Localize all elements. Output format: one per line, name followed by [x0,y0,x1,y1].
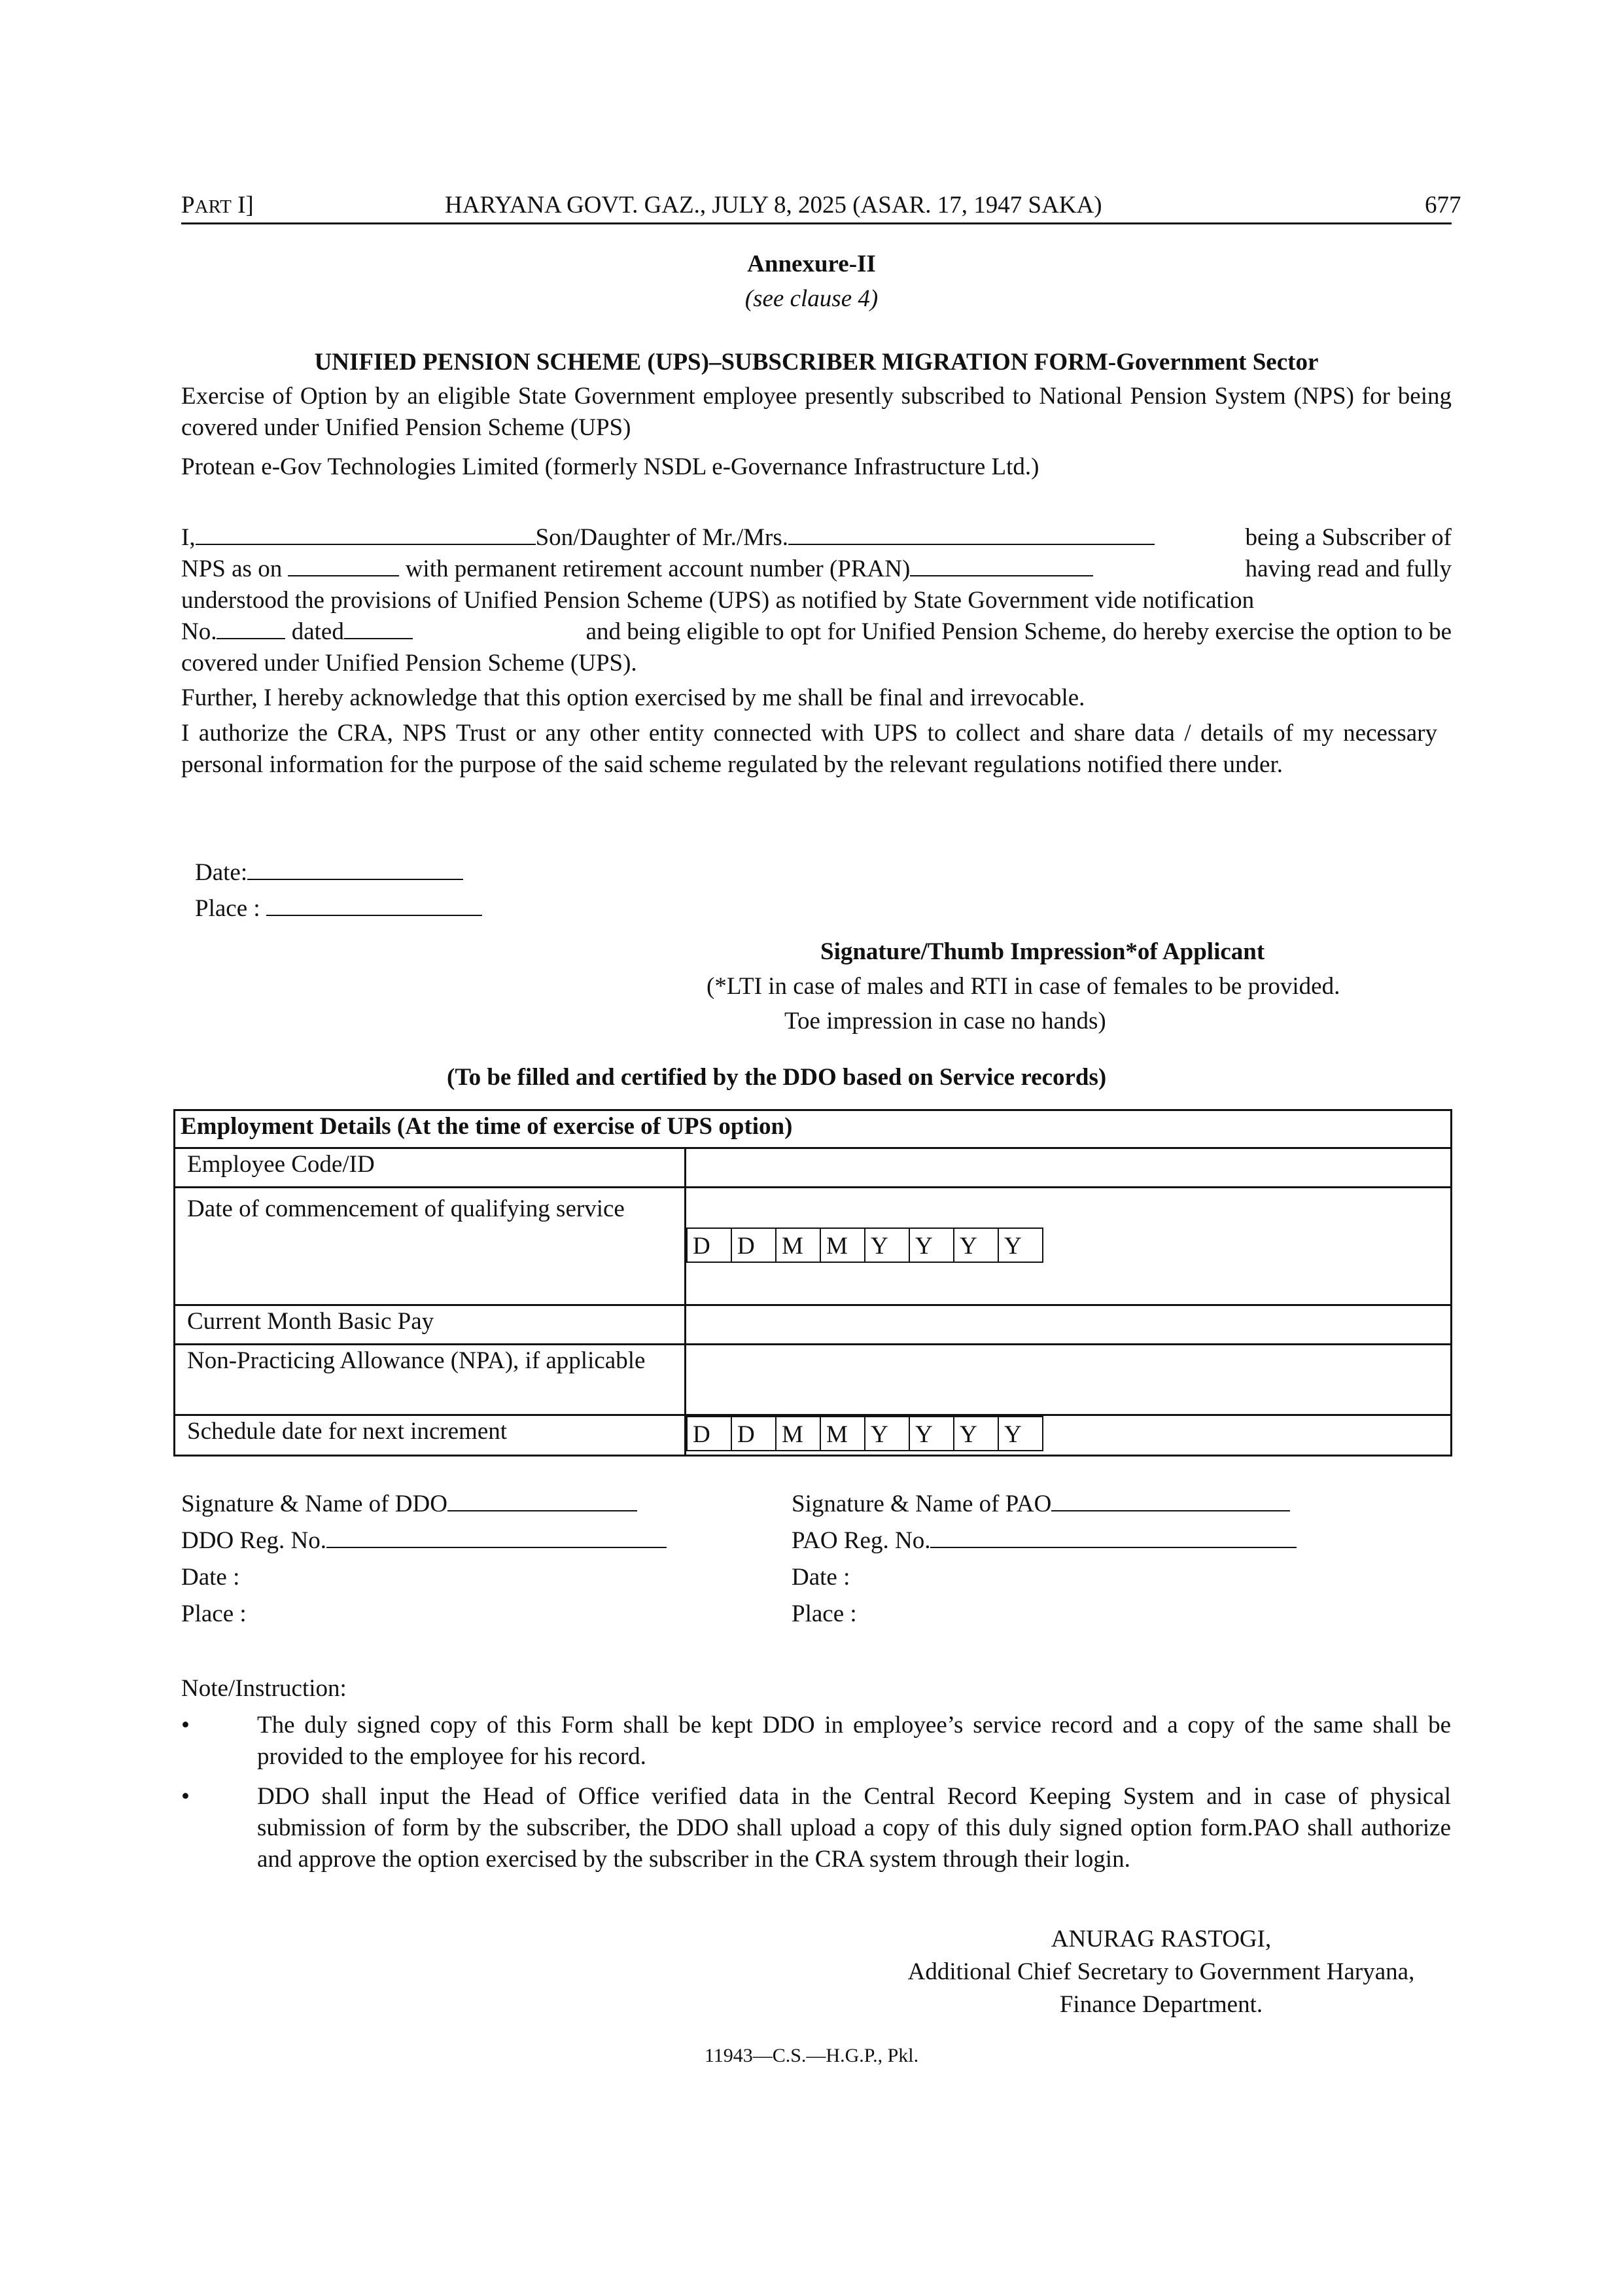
decl-having-read: having read and fully [1245,556,1452,582]
applicant-date [195,857,463,889]
notification-date-blank[interactable] [344,618,413,639]
form-title: UNIFIED PENSION SCHEME (UPS)–SUBSCRIBER MIGRATION FORM-Government Sector [314,349,1319,376]
pao-reg-label: PAO Reg. No. [792,1527,931,1554]
commencement-label: Date of commencement of qualifying service [175,1188,686,1305]
date-box[interactable]: Y [864,1416,910,1451]
date-box[interactable]: Y [998,1227,1043,1263]
date-box[interactable]: M [775,1416,821,1451]
note-item-1: The duly signed copy of this Form shall be kept DDO in employee’s service record and a copy of the same shall be provided to the employee for his record. [257,1712,1451,1770]
table-row [175,1188,1452,1305]
decl-no: No. [181,618,217,645]
commencement-field[interactable] [686,1188,1452,1305]
signatory-department: Finance Department. [1059,1991,1263,2018]
pao-place: Place : [792,1600,857,1627]
basic-pay-label: Current Month Basic Pay [175,1305,686,1345]
ddo-heading: (To be filled and certified by the DDO based on Service records) [447,1064,1107,1091]
applicant-signature-title: Signature/Thumb Impression*of Applicant [820,938,1265,965]
pao-reg [792,1525,1297,1557]
ddo-reg-blank[interactable] [326,1527,667,1548]
increment-field[interactable] [686,1415,1452,1456]
table-row [175,1305,1452,1345]
date-box[interactable]: Y [909,1416,954,1451]
part-label-initial: P [181,192,195,219]
date-box[interactable]: D [686,1227,732,1263]
nps-date-blank[interactable] [288,556,399,576]
employment-details-table [173,1109,1452,1457]
decl-subscriber: being a Subscriber of [1245,524,1452,551]
declaration-line-3: understood the provisions of Unified Pension Scheme (UPS) as notified by State Government vide notification [181,587,1255,614]
note-bullet: • [181,1712,190,1739]
date-box[interactable]: D [731,1416,777,1451]
note-bullet: • [181,1783,190,1810]
pao-signature-label: Signature & Name of PAO [792,1491,1052,1517]
part-label-tail: I] [231,192,254,219]
header-rule [181,222,1452,224]
declaration-authorize: I authorize the CRA, NPS Trust or any other entity connected with UPS to collect and share data / details of my necessary personal information for the purpose of the said scheme regulated by the relevant regulations notified there under. [181,720,1437,778]
signatory-name: ANURAG RASTOGI, [1051,1926,1272,1952]
declaration-line-4 [181,616,1452,648]
table-row [175,1415,1452,1456]
decl-pran: with permanent retirement account number (PRAN) [405,556,911,582]
notification-no-blank[interactable] [217,618,285,639]
decl-eligible: and being eligible to opt for Unified Pension Scheme, do hereby exercise the option to be [585,618,1452,645]
ddo-reg-label: DDO Reg. No. [181,1527,326,1554]
date-box[interactable]: Y [864,1227,910,1263]
date-box[interactable]: Y [953,1416,999,1451]
print-code: 11943—C.S.—H.G.P., Pkl. [704,2045,919,2066]
pao-reg-blank[interactable] [930,1527,1297,1548]
part-label-smallcaps: ART [194,196,232,217]
applicant-place [195,893,482,925]
declaration-line-2 [181,554,1452,585]
employee-code-field[interactable] [686,1148,1452,1188]
declaration-line-1 [181,522,1452,554]
gazette-title: HARYANA GOVT. GAZ., JULY 8, 2025 (ASAR. 17, 1947 SAKA) [445,192,1102,219]
ddo-place: Place : [181,1600,247,1627]
date-box[interactable]: D [731,1227,777,1263]
applicant-name-blank[interactable] [196,524,536,545]
ddo-signature [181,1489,637,1520]
applicant-place-blank[interactable] [266,895,482,916]
decl-dated: dated [291,618,344,645]
applicant-signature-note-2: Toe impression in case no hands) [784,1008,1106,1034]
applicant-signature-note-1: (*LTI in case of males and RTI in case of females to be provided. [707,973,1340,1000]
decl-relation: Son/Daughter of Mr./Mrs. [535,524,789,551]
applicant-date-blank[interactable] [247,859,463,880]
date-box[interactable]: M [820,1416,865,1451]
notes-heading: Note/Instruction: [181,1675,347,1702]
part-label [181,190,254,222]
date-box[interactable]: M [820,1227,865,1263]
date-box[interactable]: Y [998,1416,1043,1451]
date-box[interactable]: Y [953,1227,999,1263]
date-box[interactable]: M [775,1227,821,1263]
ddo-date: Date : [181,1564,240,1591]
date-box[interactable]: Y [909,1227,954,1263]
decl-i: I, [181,524,196,551]
declaration-final: Further, I hereby acknowledge that this option exercised by me shall be final and irrevocable. [181,684,1085,711]
npa-field[interactable] [686,1345,1452,1415]
increment-label: Schedule date for next increment [175,1415,686,1456]
applicant-place-label: Place : [195,895,260,922]
pao-signature-blank[interactable] [1051,1491,1290,1511]
parent-name-blank[interactable] [788,524,1155,545]
employment-details-title: Employment Details (At the time of exercise of UPS option) [175,1110,1452,1148]
pran-blank[interactable] [910,556,1093,576]
employee-code-label: Employee Code/ID [175,1148,686,1188]
declaration-line-5: covered under Unified Pension Scheme (UPS). [181,650,637,677]
date-box[interactable]: D [686,1416,732,1451]
page-number: 677 [1425,192,1461,219]
form-subtitle: Exercise of Option by an eligible State Government employee presently subscribed to National Pension System (NPS) for being covered under Unified Pension Scheme (UPS) [181,383,1452,441]
pao-signature [792,1489,1290,1520]
note-item-2: DDO shall input the Head of Office verified data in the Central Record Keeping System and in case of physical submission of form by the subscriber, the DDO shall upload a copy of this duly signed option form.PAO shall authorize and approve the option exercised by the subscriber in the CRA system through their login. [257,1783,1451,1873]
table-row [175,1345,1452,1415]
table-row [175,1148,1452,1188]
commencement-date-boxes[interactable] [686,1227,1043,1263]
ddo-signature-blank[interactable] [447,1491,637,1511]
annexure-clause: (see clause 4) [744,285,879,312]
signatory-designation: Additional Chief Secretary to Government Haryana, [907,1958,1415,1985]
decl-nps-as-on: NPS as on [181,556,283,582]
ddo-reg [181,1525,667,1557]
basic-pay-field[interactable] [686,1305,1452,1345]
ddo-signature-label: Signature & Name of DDO [181,1491,447,1517]
applicant-date-label: Date: [195,859,248,886]
annexure-title: Annexure-II [747,251,876,277]
pao-date: Date : [792,1564,850,1591]
npa-label: Non-Practicing Allowance (NPA), if applicable [175,1345,686,1415]
form-issuer: Protean e-Gov Technologies Limited (formerly NSDL e-Governance Infrastructure Ltd.) [181,453,1039,480]
increment-date-boxes[interactable] [686,1416,1043,1451]
